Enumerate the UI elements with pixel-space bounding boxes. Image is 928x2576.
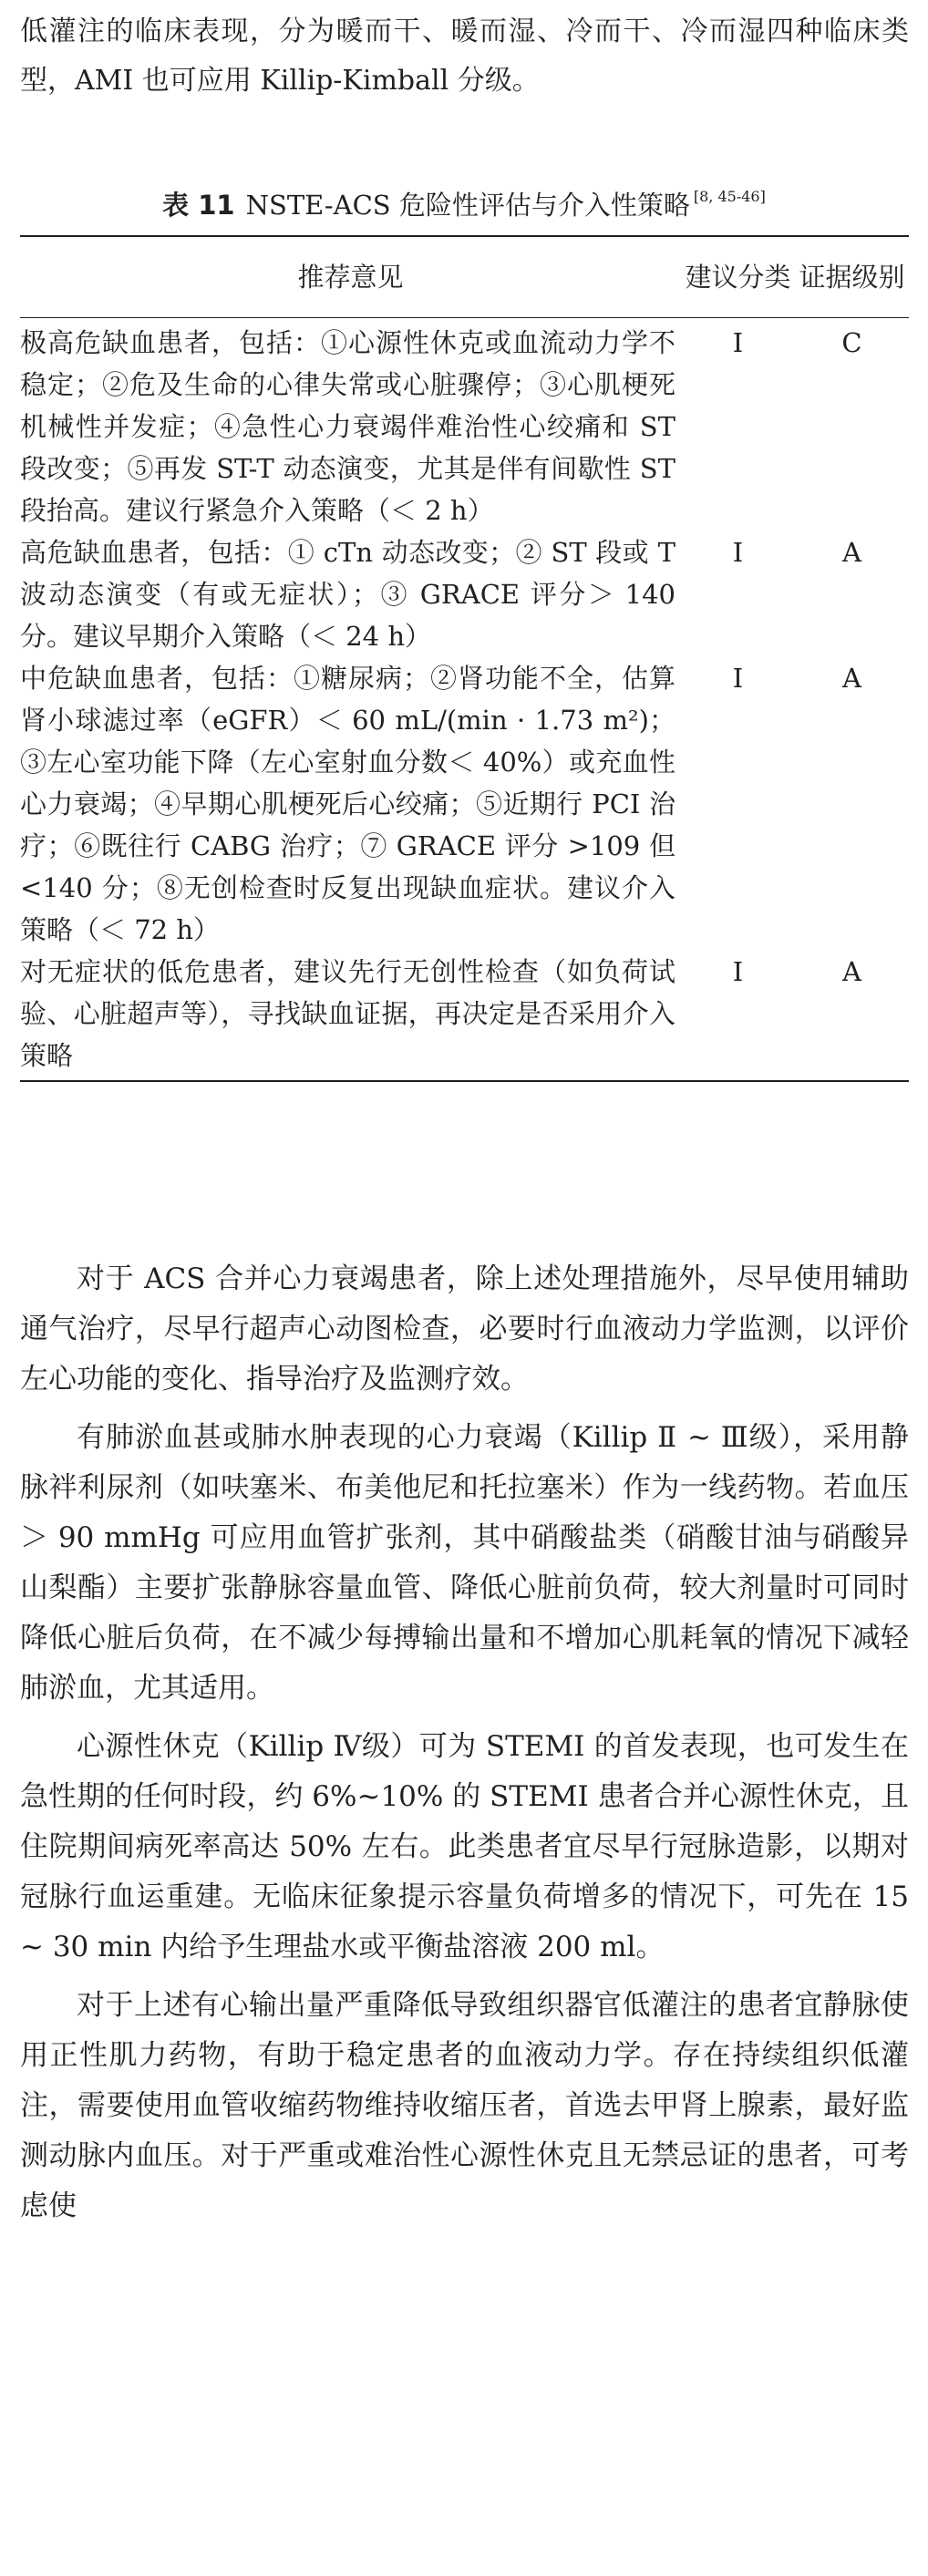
row-class: I: [681, 951, 795, 1081]
body-paragraph: 对于上述有心输出量严重降低导致组织器官低灌注的患者宜静脉使用正性肌力药物，有助于稳定患者的血液动力学。存在持续组织低灌注，需要使用血管收缩药物维持收缩压者，首选去甲肾上腺素，最好监测动脉内血压。对于严重或难治性心源性休克且无禁忌证的患者，可考虑使: [20, 1989, 909, 2222]
recommendation-table: [20, 235, 909, 1082]
row-class: I: [732, 537, 744, 568]
table-header-row: [20, 236, 909, 318]
table-row: [20, 531, 909, 657]
row-class: I: [732, 663, 744, 694]
header-recommendation: 推荐意见: [20, 236, 681, 318]
table-row: [20, 951, 909, 1081]
body-paragraph: 对于 ACS 合并心力衰竭患者，除上述处理措施外，尽早使用辅助通气治疗，尽早行超声心动图检查，必要时行血液动力学监测，以评价左心功能的变化、指导治疗及监测疗效。: [20, 1262, 909, 1396]
body-paragraph: 有肺淤血甚或肺水肿表现的心力衰竭（Killip Ⅱ ~ Ⅲ级），采用静脉袢利尿剂（如呋塞米、布美他尼和托拉塞米）作为一线药物。若血压＞ 90 mmHg 可应用血管扩张剂，其中硝酸盐类（硝酸甘油与硝酸异山梨酯）主要扩张静脉容量血管、降低心脏前负荷，较大剂量时可同时降低心脏后负荷，在不减少每搏输出量和不增加心肌耗氧的情况下减轻肺淤血，尤其适用。: [20, 1421, 909, 1705]
row-recommendation: 对无症状的低危患者，建议先行无创性检查（如负荷试验、心脏超声等），寻找缺血证据，再决定是否采用介入策略: [20, 951, 681, 1081]
header-class: 建议分类: [681, 236, 795, 318]
table-title: NSTE-ACS 危险性评估与介入性策略: [245, 190, 690, 221]
row-level: A: [795, 951, 909, 1081]
row-class: I: [732, 327, 744, 358]
row-recommendation: 中危缺血患者，包括：①糖尿病；②肾功能不全，估算肾小球滤过率（eGFR）＜ 60 mL/(min · 1.73 m²)；③左心室功能下降（左心室射血分数＜ 40%）或充血性心力衰竭；④早期心肌梗死后心绞痛；⑤近期行 PCI 治疗；⑥既往行 CABG 治疗；⑦ GRACE 评分 >109 但 <140 分；⑧无创检查时反复出现缺血症状。建议介入策略（＜ 72 h）: [20, 663, 675, 945]
intro-paragraph: 低灌注的临床表现，分为暖而干、暖而湿、冷而干、冷而湿四种临床类型，AMI 也可应用 Killip-Kimball 分级。: [20, 15, 909, 97]
body-paragraph: 心源性休克（Killip Ⅳ级）可为 STEMI 的首发表现，也可发生在急性期的任何时段，约 6%~10% 的 STEMI 患者合并心源性休克，且住院期间病死率高达 50% 左右。此类患者宜尽早行冠脉造影，以期对冠脉行血运重建。无临床征象提示容量负荷增多的情况下，可先在 15 ~ 30 min 内给予生理盐水或平衡盐溶液 200 ml。: [20, 1730, 909, 1963]
table-caption: [0, 179, 928, 223]
table-refs: [8, 45-46]: [693, 188, 766, 205]
row-level: C: [841, 327, 862, 358]
row-recommendation: 极高危缺血患者，包括：①心源性休克或血流动力学不稳定；②危及生命的心律失常或心脏骤停；③心肌梗死机械性并发症；④急性心力衰竭伴难治性心绞痛和 ST 段改变；⑤再发 ST-T 动态演变，尤其是伴有间歇性 ST 段抬高。建议行紧急介入策略（＜ 2 h）: [20, 327, 675, 526]
row-recommendation: 高危缺血患者，包括：① cTn 动态改变；② ST 段或 T 波动态演变（有或无症状）；③ GRACE 评分＞ 140 分。建议早期介入策略（＜ 24 h）: [20, 537, 675, 652]
table-row: [20, 657, 909, 951]
row-level: A: [842, 663, 861, 694]
table-label: 表 11: [162, 190, 235, 221]
header-level: 证据级别: [795, 236, 909, 318]
table-row: [20, 318, 909, 532]
body-text: [20, 1254, 909, 2240]
row-level: A: [842, 537, 861, 568]
